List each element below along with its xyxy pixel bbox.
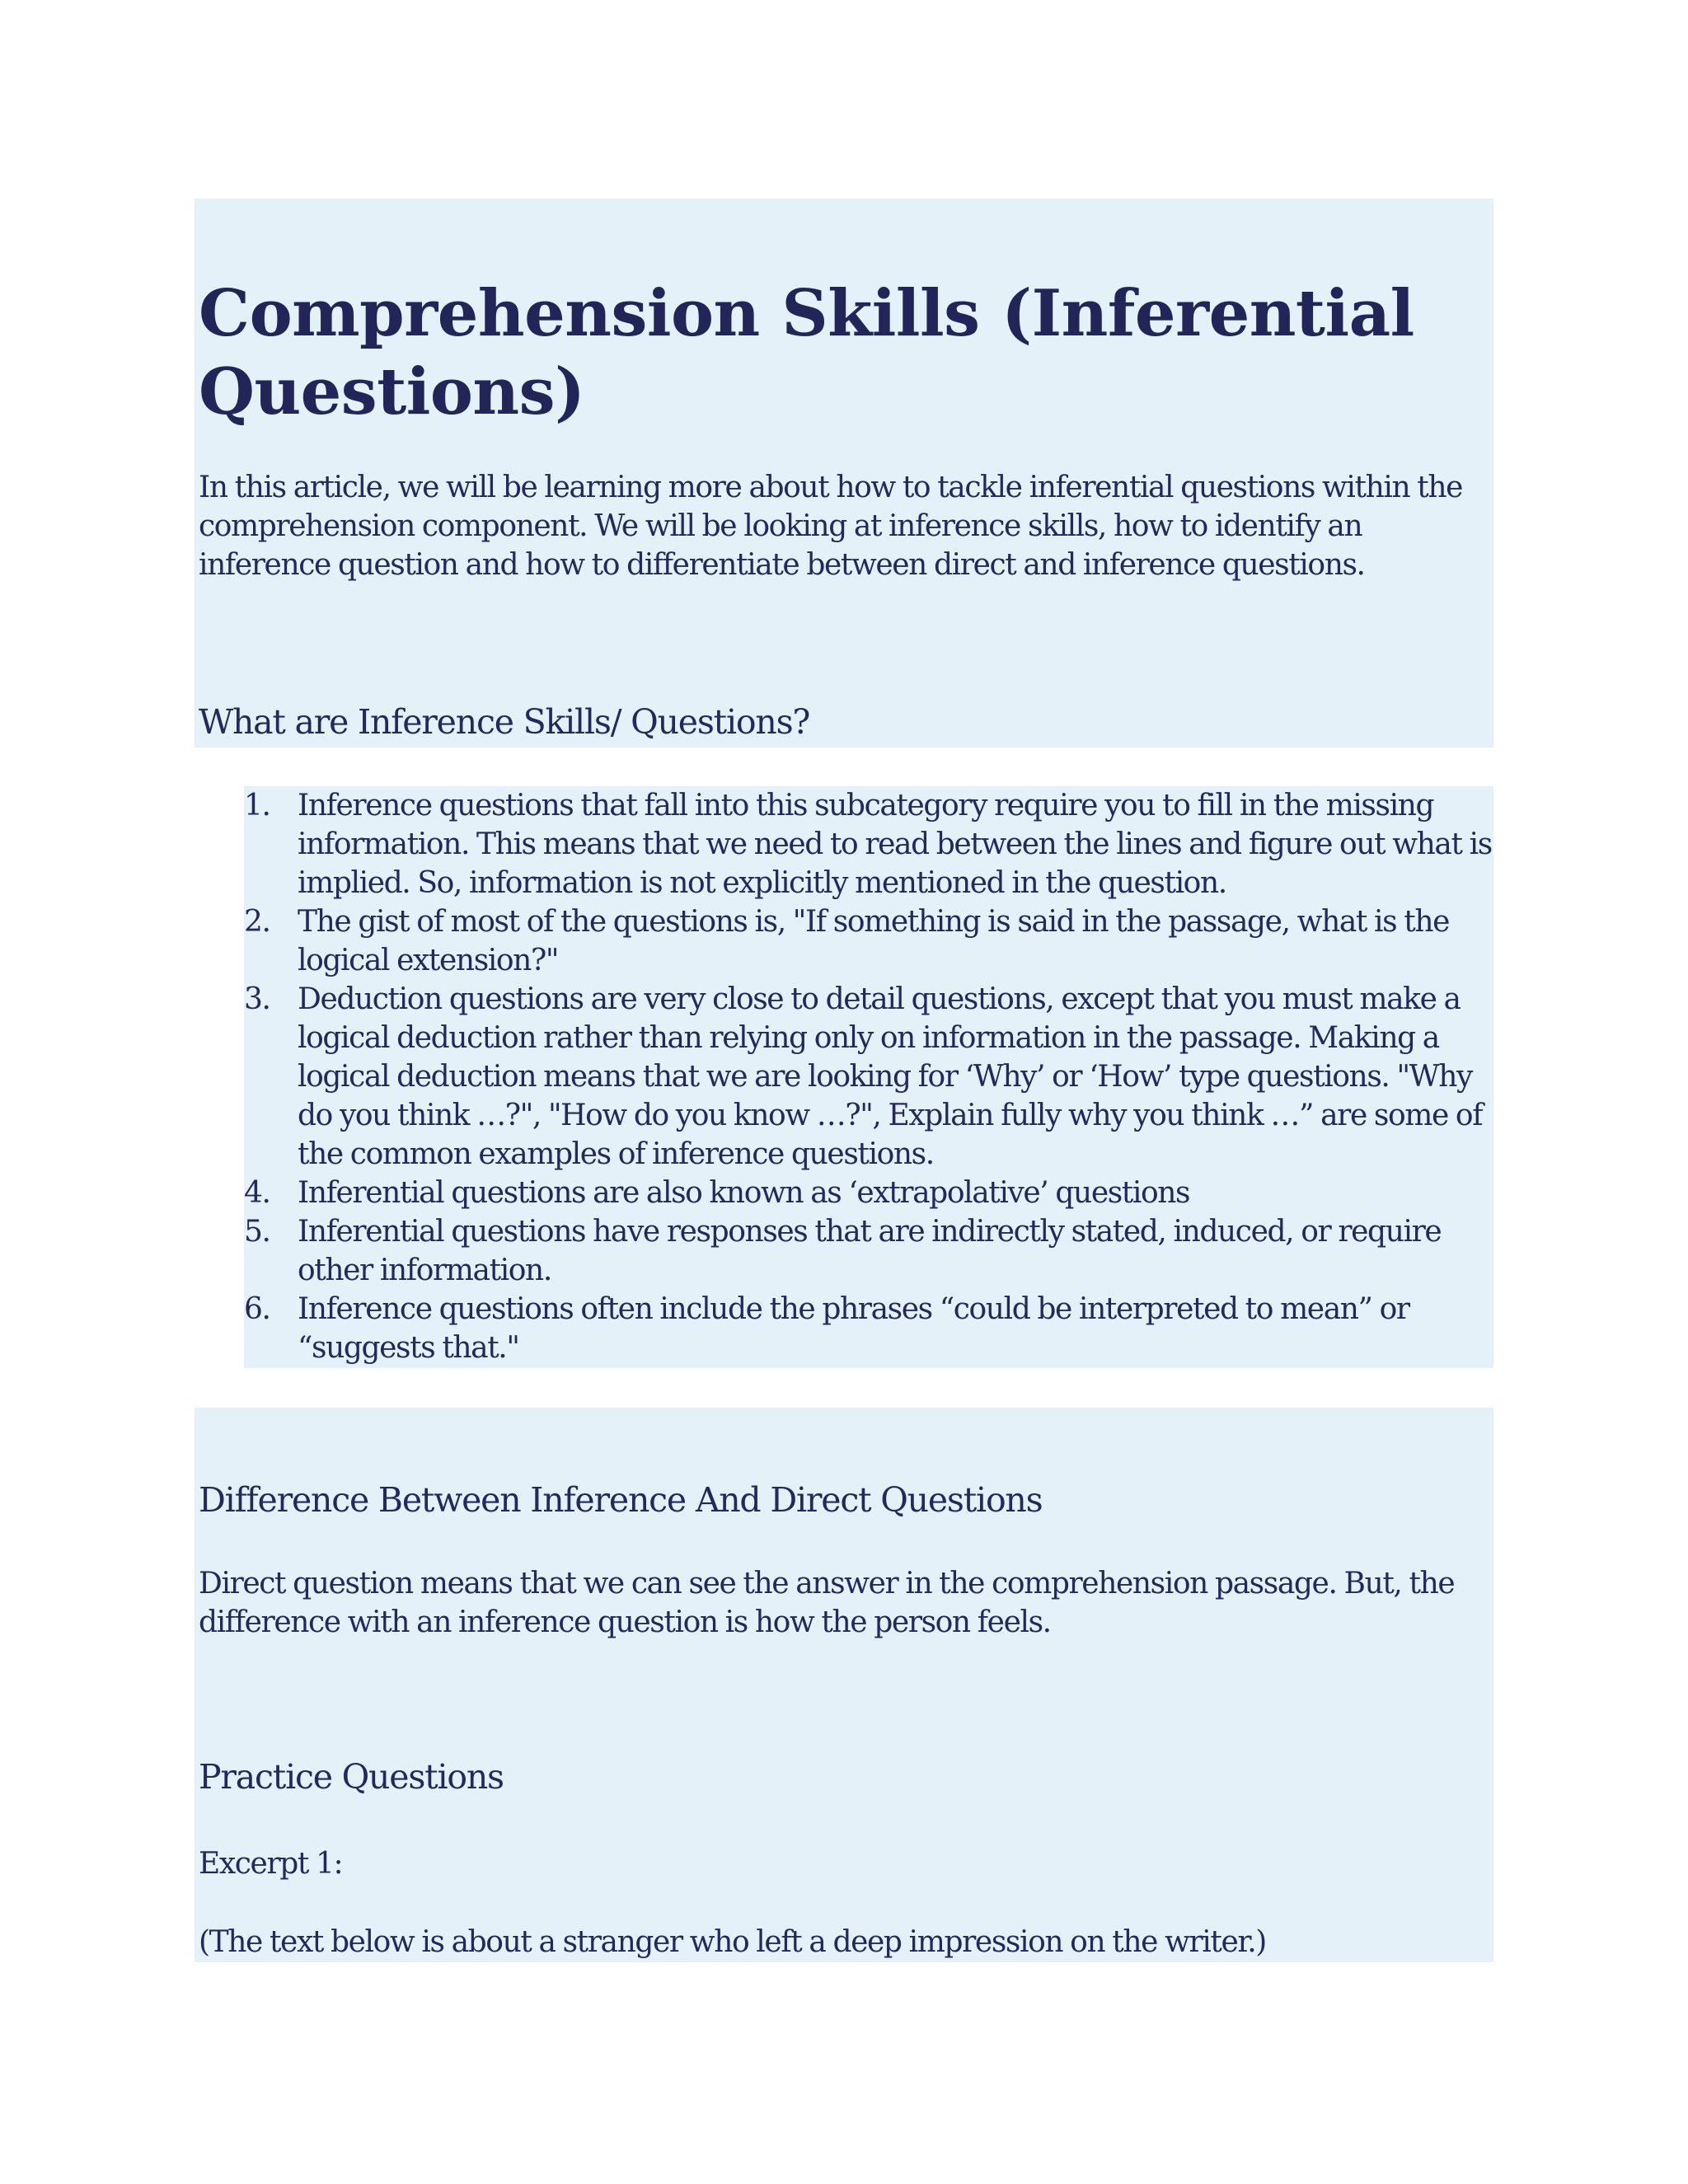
difference-paragraph: Direct question means that we can see the answer in the comprehension passage. But, the difference with an inference question is how the person feels. [199, 1567, 1455, 1639]
excerpt-label: Excerpt 1: [199, 1847, 343, 1881]
list-item [244, 1212, 1497, 1290]
list-item-text: Inferential questions have responses that are indirectly stated, induced, or require other information. [298, 1215, 1442, 1287]
section-heading-difference: Difference Between Inference And Direct Questions [199, 1480, 1043, 1520]
list-item-text: Inference questions that fall into this subcategory require you to fill in the missing information. This means that we need to read between the lines and figure out what is implied. So, information is not explicitly mentioned in the question. [298, 789, 1492, 900]
list-number: 5. [244, 1215, 270, 1249]
intro-paragraph: In this article, we will be learning more about how to tackle inferential questions within the comprehension component. We will be looking at inference skills, how to identify an inference question and how to differentiate between direct and inference questions. [199, 471, 1463, 582]
list-number: 6. [244, 1292, 270, 1326]
inference-list [244, 786, 1497, 1367]
list-item [244, 1174, 1497, 1212]
list-item [244, 786, 1497, 902]
page-title: Comprehension Skills (Inferential Questions) [199, 276, 1414, 429]
list-number: 3. [244, 982, 270, 1016]
list-item-text: Deduction questions are very close to detail questions, except that you must make a logical deduction rather than relying only on information in the passage. Making a logical deduction means that we are looking for ‘Why’ or ‘How’ type questions. "Why do you think …?", "How do you know …?", Explain fully why you think …” are some of the common examples of inference questions. [298, 982, 1483, 1171]
list-number: 4. [244, 1176, 270, 1210]
list-number: 1. [244, 789, 270, 823]
excerpt-note: (The text below is about a stranger who left a deep impression on the writer.) [199, 1925, 1266, 1959]
list-item [244, 902, 1497, 980]
list-item [244, 1290, 1497, 1367]
section-heading-practice: Practice Questions [199, 1757, 504, 1797]
section-heading-inference-skills: What are Inference Skills/ Questions? [199, 702, 810, 742]
list-item-text: Inference questions often include the phrases “could be interpreted to mean” or “suggests that." [298, 1292, 1409, 1365]
list-item [244, 980, 1497, 1174]
list-item-text: The gist of most of the questions is, "If something is said in the passage, what is the logical extension?" [298, 905, 1450, 977]
list-number: 2. [244, 905, 270, 939]
list-item-text: Inferential questions are also known as ‘extrapolative’ questions [298, 1176, 1190, 1210]
